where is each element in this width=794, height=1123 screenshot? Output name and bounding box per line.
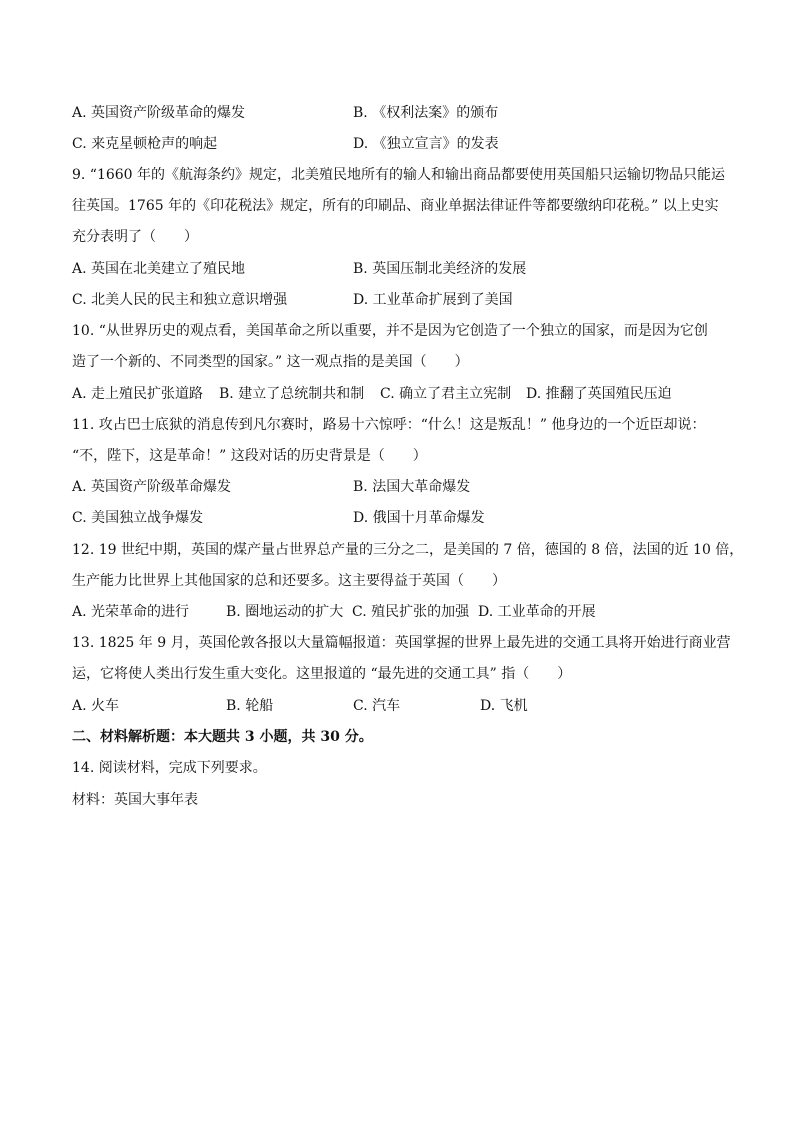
- q14-stem: 14. 阅读材料，完成下列要求。: [72, 760, 267, 776]
- q9-option-c: C. 北美人民的民主和独立意识增强: [72, 292, 288, 308]
- q10-stem-line2: 造了一个新的、不同类型的国家。” 这一观点指的是美国（ ）: [72, 354, 469, 370]
- q12-option-d: D. 工业革命的开展: [478, 604, 596, 620]
- q10-option-b: B. 建立了总统制共和制: [219, 386, 365, 402]
- section-heading: 二、材料解析题：本大题共 3 小题，共 30 分。: [72, 729, 373, 745]
- q9-stem-line2: 往英国。1765 年的《印花税法》规定，所有的印刷品、商业单据法律证件等都要缴纳印花税。” 以上史实: [72, 198, 719, 214]
- q10-option-d: D. 推翻了英国殖民压迫: [526, 386, 672, 402]
- q9-stem-line1: 9. “1660 年的《航海条约》规定，北美殖民地所有的输人和输出商品都要使用英国船只运输切物品只能运: [72, 167, 726, 183]
- q13-option-c: C. 汽车: [353, 698, 401, 714]
- q9-option-b: B. 英国压制北美经济的发展: [353, 261, 527, 277]
- q8-option-d: D. 《独立宣言》的发表: [353, 136, 499, 152]
- q12-stem-line2: 生产能力比世界上其他国家的总和还要多。这主要得益于英国（ ）: [72, 573, 506, 589]
- q10-option-a: A. 走上殖民扩张道路: [72, 386, 204, 402]
- q11-option-a: A. 英国资产阶级革命爆发: [72, 479, 232, 495]
- q12-option-c: C. 殖民扩张的加强: [352, 604, 470, 620]
- q12-option-b: B. 圈地运动的扩大: [226, 604, 344, 620]
- q12-option-a: A. 光荣革命的进行: [72, 604, 190, 620]
- q14-material-label: 材料：英国大事年表: [72, 792, 198, 808]
- q12-stem-line1: 12. 19 世纪中期，英国的煤产量占世界总产量的三分之二，是美国的 7 倍，德国的 8 倍，法国的近 10 倍，: [72, 542, 744, 558]
- q11-option-d: D. 俄国十月革命爆发: [353, 510, 485, 526]
- q13-option-d: D. 飞机: [480, 698, 528, 714]
- q11-option-b: B. 法国大革命爆发: [353, 479, 471, 495]
- q9-stem-line3: 充分表明了（ ）: [72, 229, 198, 245]
- q8-option-c: C. 来克星顿枪声的响起: [72, 136, 218, 152]
- q13-option-a: A. 火车: [72, 698, 120, 714]
- q10-option-c: C. 确立了君主立宪制: [380, 386, 512, 402]
- q8-option-a: A. 英国资产阶级革命的爆发: [72, 105, 246, 121]
- q11-stem-line2: “不，陛下，这是革命！” 这段对话的历史背景是（ ）: [72, 448, 427, 464]
- q11-stem-line1: 11. 攻占巴士底狱的消息传到凡尔赛时，路易十六惊呼：“什么！这是叛乱！” 他身边的一个近臣却说：: [72, 417, 706, 433]
- q9-option-d: D. 工业革命扩展到了美国: [353, 292, 513, 308]
- q13-stem-line2: 运，它将使人类出行发生重大变化。这里报道的 “最先进的交通工具” 指（ ）: [72, 666, 572, 682]
- q9-option-a: A. 英国在北美建立了殖民地: [72, 261, 246, 277]
- q10-stem-line1: 10. “从世界历史的观点看，美国革命之所以重要，并不是因为它创造了一个独立的国家，而是因为它创: [72, 323, 708, 339]
- q11-option-c: C. 美国独立战争爆发: [72, 510, 204, 526]
- q13-stem-line1: 13. 1825 年 9 月，英国伦敦各报以大量篇幅报道：英国掌握的世界上最先进的交通工具将开始进行商业营: [72, 635, 731, 651]
- q8-option-b: B. 《权利法案》的颁布: [353, 105, 499, 121]
- q13-option-b: B. 轮船: [226, 698, 274, 714]
